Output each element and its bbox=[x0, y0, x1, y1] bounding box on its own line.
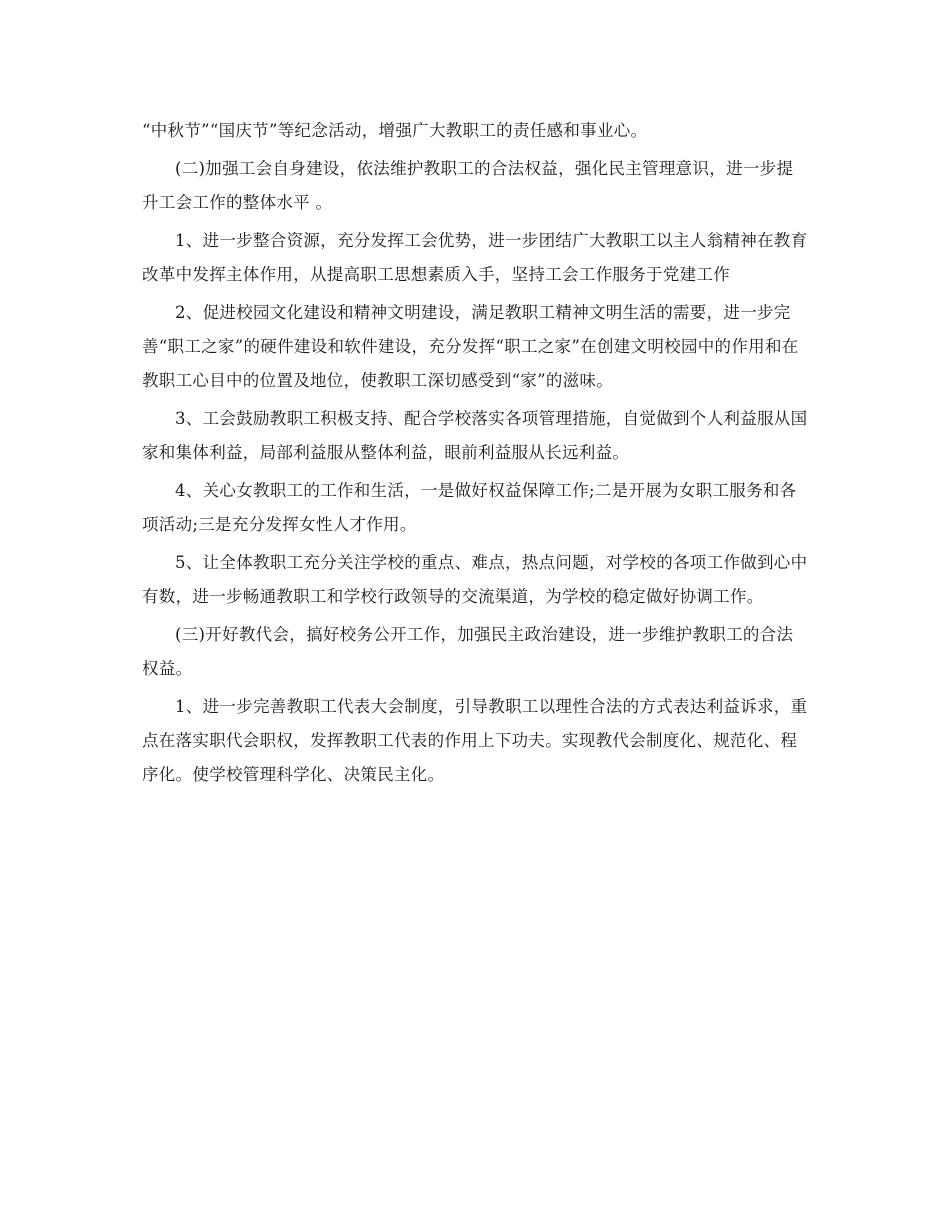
paragraph-6: 4、关心女教职工的工作和生活，一是做好权益保障工作;二是开展为女职工服务和各项活动;三是充分发挥女性人才作用。 bbox=[142, 481, 797, 534]
paragraph-4: 2、促进校园文化建设和精神文明建设，满足教职工精神文明生活的需要，进一步完善“职工之家”的硬件建设和软件建设，充分发挥“职工之家”在创建文明校园中的作用和在教职工心目中的位置及地位，使教职工深切感受到“家”的滋味。 bbox=[142, 303, 799, 390]
paragraph-9: 1、进一步完善教职工代表大会制度，引导教职工以理性合法的方式表达利益诉求，重点在落实职代会职权，发挥教职工代表的作用上下功夫。实现教代会制度化、规范化、程序化。使学校管理科学化、决策民主化。 bbox=[142, 697, 808, 784]
paragraph-7: 5、让全体教职工充分关注学校的重点、难点，热点问题，对学校的各项工作做到心中有数，进一步畅通教职工和学校行政领导的交流渠道，为学校的稳定做好协调工作。 bbox=[142, 553, 808, 606]
paragraph-3: 1、进一步整合资源，充分发挥工会优势，进一步团结广大教职工以主人翁精神在教育改革中发挥主体作用，从提高职工思想素质入手，坚持工会工作服务于党建工作 bbox=[142, 231, 808, 284]
document-body bbox=[142, 114, 810, 796]
paragraph-8: (三)开好教代会，搞好校务公开工作，加强民主政治建设，进一步维护教职工的合法权益。 bbox=[142, 625, 794, 678]
paragraph-1: “中秋节”“国庆节”等纪念活动，增强广大教职工的责任感和事业心。 bbox=[142, 121, 648, 140]
paragraph-5: 3、工会鼓励教职工积极支持、配合学校落实各项管理措施，自觉做到个人利益服从国家和集体利益，局部利益服从整体利益，眼前利益服从长远利益。 bbox=[142, 409, 808, 462]
paragraph-2: (二)加强工会自身建设，依法维护教职工的合法权益，强化民主管理意识，进一步提升工会工作的整体水平 。 bbox=[142, 159, 794, 212]
